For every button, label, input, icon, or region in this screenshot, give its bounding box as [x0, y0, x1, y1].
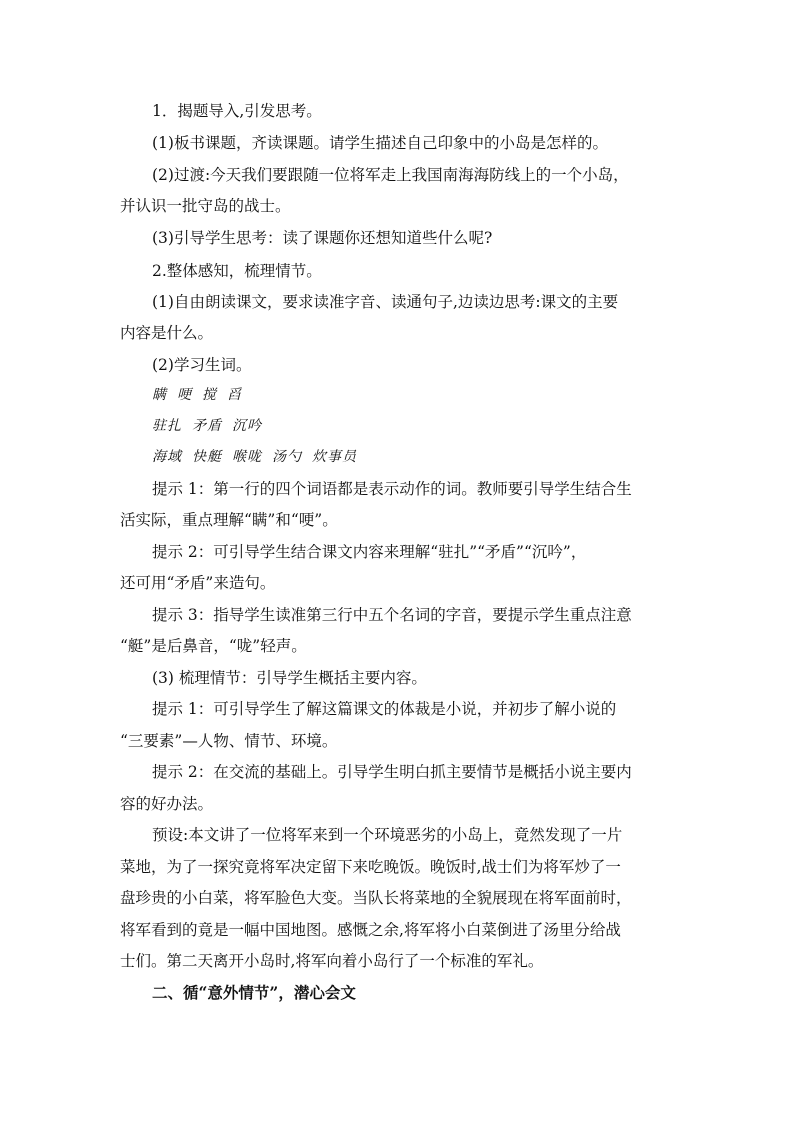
vocab-word: 炊事员 [312, 449, 357, 465]
section-heading: 二、循“意外情节”，潜心会文 [152, 983, 356, 1002]
hint-paragraph: 提示 2：可引导学生结合课文内容来理解“驻扎”“矛盾”“沉吟”， [152, 543, 587, 561]
paragraph: (1)自由朗读课文，要求读准字音、读通句子,边读边思考:课文的主要 [152, 293, 619, 311]
vocab-word: 哽 [177, 387, 192, 403]
vocab-word: 舀 [227, 387, 242, 403]
step-1-title: 1．揭题导入,引发思考。 [152, 102, 322, 120]
vocab-word: 海域 [152, 449, 182, 465]
vocab-word: 汤勺 [272, 449, 302, 465]
vocab-row-2 [152, 416, 272, 436]
hint-paragraph: 提示 3：指导学生读准第三行中五个名词的字音，要提示学生重点注意 [152, 606, 632, 624]
paragraph: (3)引导学生思考：读了课题你还想知道些什么呢? [152, 229, 493, 247]
paragraph: (1)板书课题，齐读课题。请学生描述自己印象中的小岛是怎样的。 [152, 134, 608, 152]
paragraph-continuation: “三要素”—人物、情节、环境。 [120, 732, 338, 750]
paragraph: (2)过渡:今天我们要跟随一位将军走上我国南海海防线上的一个小岛， [152, 166, 629, 184]
hint-paragraph: 提示 2：在交流的基础上。引导学生明白抓主要情节是概括小说主要内 [152, 763, 632, 781]
vocab-word: 矛盾 [192, 418, 222, 434]
vocab-word: 沉吟 [232, 418, 262, 434]
vocab-word: 驻扎 [152, 418, 182, 434]
paragraph-continuation: 还可用“矛盾”来造句。 [120, 574, 276, 592]
paragraph: (2)学习生词。 [152, 356, 252, 374]
vocab-word: 搅 [202, 387, 217, 403]
paragraph-continuation: 并认识一批守岛的战士。 [120, 197, 291, 215]
step-2-title: 2.整体感知，梳理情节。 [152, 262, 322, 280]
paragraph: (3) 梳理情节：引导学生概括主要内容。 [152, 669, 427, 687]
vocab-row-3 [152, 447, 367, 467]
paragraph-continuation: 内容是什么。 [120, 324, 214, 342]
vocab-word: 喉咙 [232, 449, 262, 465]
paragraph-continuation: 活实际，重点理解“瞒”和“哽”。 [120, 511, 338, 529]
preset-paragraph: 预设:本文讲了一位将军来到一个环境恶劣的小岛上，竟然发现了一片 [152, 826, 623, 844]
paragraph-continuation: 士们。第二天离开小岛时,将军向着小岛行了一个标准的军礼。 [120, 952, 544, 970]
vocab-word: 瞒 [152, 387, 167, 403]
paragraph-continuation: 将军看到的竟是一幅中国地图。感慨之余,将军将小白菜倒进了汤里分给战 [120, 921, 621, 939]
hint-paragraph: 提示 1：第一行的四个词语都是表示动作的词。教师要引导学生结合生 [152, 480, 632, 498]
vocab-row-1 [152, 385, 252, 405]
vocab-word: 快艇 [192, 449, 222, 465]
paragraph-continuation: 容的好办法。 [120, 795, 214, 813]
paragraph-continuation: 盘珍贵的小白菜，将军脸色大变。当队长将菜地的全貌展现在将军面前时， [120, 889, 632, 907]
paragraph-continuation: 菜地，为了一探究竟将军决定留下来吃晚饭。晚饭时,战士们为将军炒了一 [120, 858, 621, 876]
hint-paragraph: 提示 1：可引导学生了解这篇课文的体裁是小说，并初步了解小说的 [152, 700, 617, 718]
paragraph-continuation: “艇”是后鼻音，“咙”轻声。 [120, 637, 307, 655]
